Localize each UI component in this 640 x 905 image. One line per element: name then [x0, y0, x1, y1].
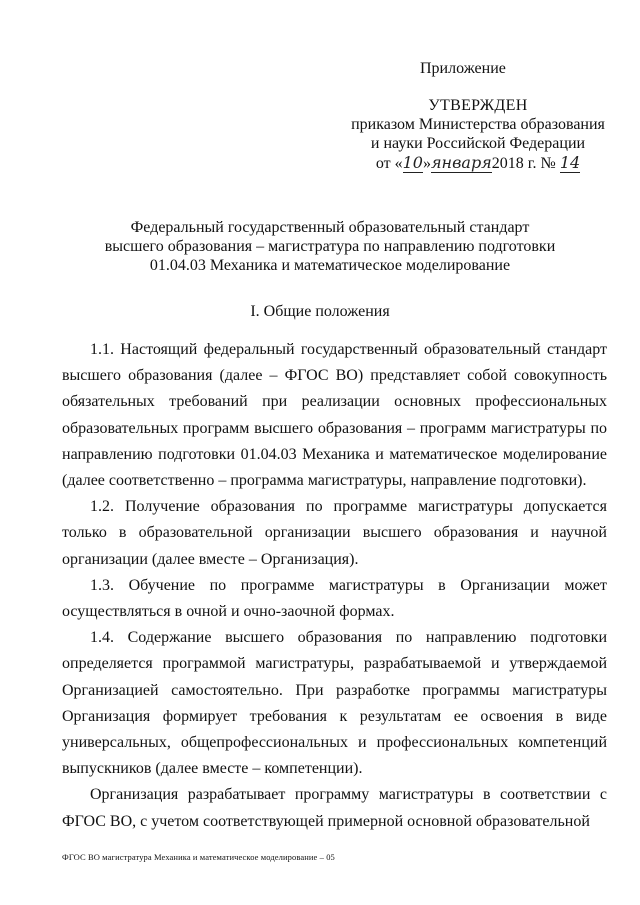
paragraph-organization: Организация разрабатывает программу магистратуры в соответствии с ФГОС ВО, с учетом соответствующей примерной основной образовательной	[62, 786, 607, 830]
approved-heading: УТВЕРЖДЕН	[428, 97, 528, 114]
standard-title	[70, 218, 590, 275]
order-line-2: и науки Российской Федерации	[370, 135, 586, 152]
order-line-1: приказом Министерства образования	[351, 116, 605, 133]
title-line-1: Федеральный государственный образовательный стандарт	[130, 219, 530, 236]
date-year: 2018 г. №	[491, 155, 556, 172]
title-line-3: 01.04.03 Механика и математическое моделирование	[149, 257, 511, 274]
order-date-line	[343, 153, 613, 173]
section-heading: I. Общие положения	[250, 303, 390, 320]
page-footer: ФГОС ВО магистратура Механика и математическое моделирование – 05	[62, 852, 335, 862]
paragraph-1-1: 1.1. Настоящий федеральный государственный образовательный стандарт высшего образования (далее – ФГОС ВО) представляет собой совокупность обязательных требований при реализации основных профессиональных образовательных программ высшего образования – программ магистратуры по направлению подготовки 01.04.03 Механика и математическое моделирование (далее соответственно – программа магистратуры, направление подготовки).	[62, 341, 607, 490]
appendix-label: Приложение	[420, 60, 506, 77]
date-prefix: от «	[375, 155, 403, 172]
date-day-handwritten: 10	[402, 153, 423, 172]
title-line-2: высшего образования – магистратура по направлению подготовки	[104, 238, 556, 255]
paragraph-1-2: 1.2. Получение образования по программе магистратуры допускается только в образовательной организации высшего образования и научной организации (далее вместе – Организация).	[62, 498, 607, 568]
date-month-handwritten: января	[430, 153, 492, 172]
paragraph-1-4: 1.4. Содержание высшего образования по направлению подготовки определяется программой магистратуры, разрабатываемой и утверждаемой Организацией самостоятельно. При разработке программы магистратуры Организация формирует требования к результатам ее освоения в виде универсальных, общепрофессиональных и профессиональных компетенций выпускников (далее вместе – компетенции).	[62, 629, 607, 778]
order-number-handwritten: 14	[559, 153, 581, 172]
date-mid: »	[422, 155, 431, 172]
paragraph-1-3: 1.3. Обучение по программе магистратуры в Организации может осуществляться в очной и очно-заочной формах.	[62, 576, 607, 621]
approval-block	[343, 96, 613, 173]
body-text	[62, 337, 607, 835]
